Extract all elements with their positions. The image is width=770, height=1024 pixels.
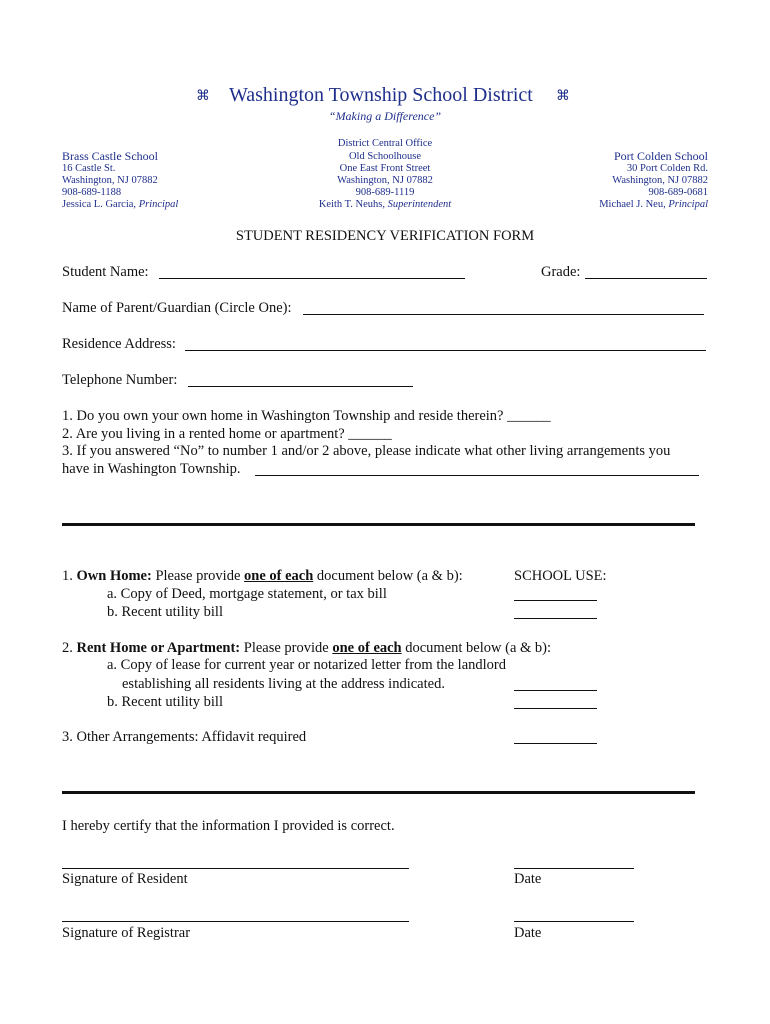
grade-field[interactable] — [585, 264, 707, 279]
section-divider — [62, 791, 695, 794]
school-phone: 908-689-0681 — [648, 187, 708, 198]
form-title: STUDENT RESIDENCY VERIFICATION FORM — [235, 228, 535, 244]
registrar-signature-field[interactable] — [62, 907, 409, 922]
student-name-field[interactable] — [159, 264, 465, 279]
office-name: Old Schoolhouse — [348, 151, 422, 162]
school-name: Port Colden School — [613, 149, 708, 163]
phone-label: Telephone Number: — [62, 372, 178, 388]
school-city: Washington, NJ 07882 — [612, 175, 708, 186]
rent-home-item-a: a. Copy of lease for current year or notarized letter from the landlord — [107, 657, 506, 673]
school-street: 30 Port Colden Rd. — [626, 163, 708, 174]
own-home-item-b: b. Recent utility bill — [107, 604, 223, 620]
section-divider — [62, 523, 695, 526]
parent-field[interactable] — [303, 300, 704, 315]
question-other-line1: 3. If you answered “No” to number 1 and/or 2 above, please indicate what other living arrangements you — [62, 443, 671, 459]
school-use-field-other[interactable] — [514, 729, 597, 744]
port-colden-block — [599, 150, 708, 211]
question-own-home: 1. Do you own your own home in Washington Township and reside therein? ______ — [62, 408, 551, 424]
rent-home-heading: 2. Rent Home or Apartment: Please provide one of each document below (a & b): — [62, 640, 552, 656]
own-home-heading: 1. Own Home: Please provide one of each document below (a & b): — [62, 568, 463, 584]
resident-signature-label: Signature of Resident — [62, 871, 188, 887]
school-street: 16 Castle St. — [62, 163, 116, 174]
phone-field[interactable] — [188, 372, 413, 387]
ornament-left-icon: ⌘ — [196, 89, 210, 104]
resident-date-field[interactable] — [514, 854, 634, 869]
registrar-date-label: Date — [514, 925, 542, 941]
office-superintendent: Keith T. Neuhs, Superintendent — [318, 199, 452, 210]
registrar-signature-label: Signature of Registrar — [62, 925, 191, 941]
school-principal: Jessica L. Garcia, Principal — [62, 199, 179, 210]
other-arrangements: 3. Other Arrangements: Affidavit required — [62, 729, 307, 745]
question-rent-home: 2. Are you living in a rented home or apartment? ______ — [62, 426, 392, 442]
rent-home-item-a-cont: establishing all residents living at the address indicated. — [122, 676, 445, 692]
district-motto: “Making a Difference” — [328, 109, 442, 123]
address-label: Residence Address: — [62, 336, 176, 352]
school-use-field-rent-a[interactable] — [514, 676, 597, 691]
other-arrangements-field[interactable] — [255, 461, 699, 476]
registrar-date-field[interactable] — [514, 907, 634, 922]
school-phone: 908-689-1188 — [62, 187, 122, 198]
school-name: Brass Castle School — [62, 149, 158, 163]
school-use-field-own-b[interactable] — [514, 604, 597, 619]
resident-signature-field[interactable] — [62, 854, 409, 869]
office-heading: District Central Office — [337, 138, 433, 149]
question-other-line2: have in Washington Township. — [62, 461, 241, 477]
school-use-field-rent-b[interactable] — [514, 694, 597, 709]
address-field[interactable] — [185, 336, 706, 351]
school-city: Washington, NJ 07882 — [62, 175, 158, 186]
ornament-right-icon: ⌘ — [556, 89, 570, 104]
school-use-label: SCHOOL USE: — [514, 568, 607, 584]
office-phone: 908-689-1119 — [355, 187, 415, 198]
grade-label: Grade: — [541, 264, 581, 280]
office-street: One East Front Street — [339, 163, 431, 174]
certify-statement: I hereby certify that the information I provided is correct. — [62, 818, 395, 834]
school-use-field-own-a[interactable] — [514, 586, 597, 601]
school-principal: Michael J. Neu, Principal — [599, 199, 708, 210]
student-name-label: Student Name: — [62, 264, 149, 280]
office-city: Washington, NJ 07882 — [337, 175, 433, 186]
resident-date-label: Date — [514, 871, 542, 887]
district-title: Washington Township School District — [229, 84, 533, 106]
rent-home-item-b: b. Recent utility bill — [107, 694, 223, 710]
own-home-item-a: a. Copy of Deed, mortgage statement, or tax bill — [107, 586, 387, 602]
parent-label: Name of Parent/Guardian (Circle One): — [62, 300, 292, 316]
